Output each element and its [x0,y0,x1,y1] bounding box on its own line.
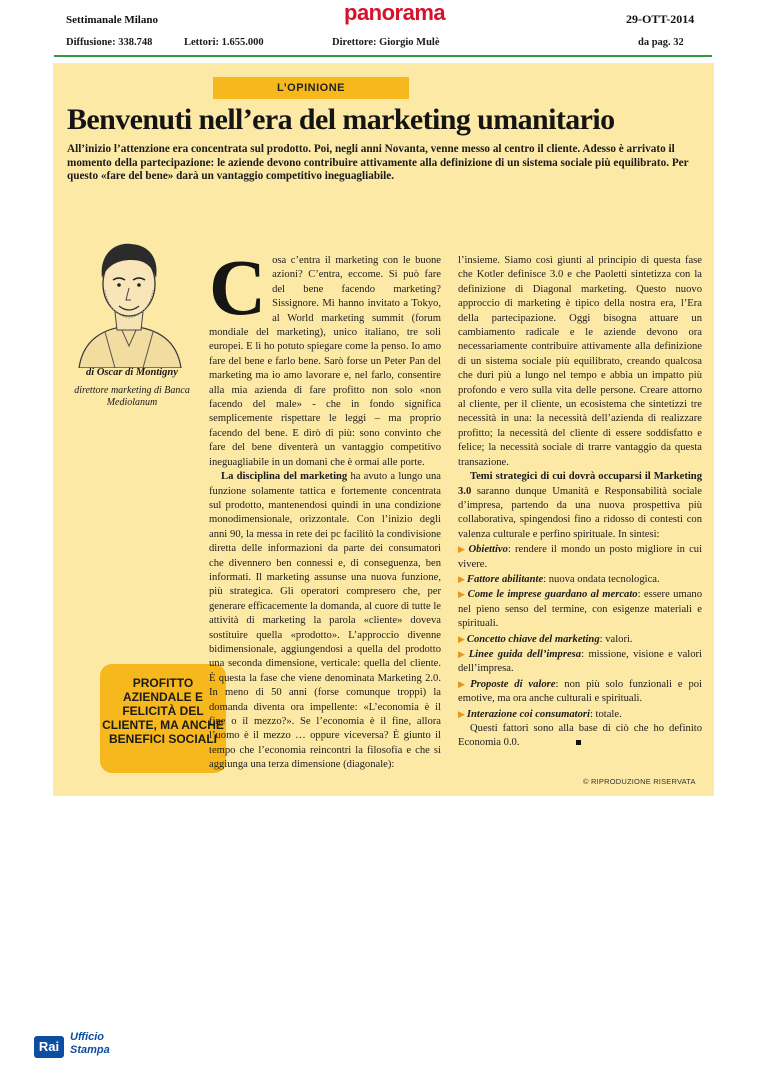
bullet-item [458,632,702,647]
copyright-notice: © RIPRODUZIONE RISERVATA [583,777,696,786]
bullet-label: Obiettivo [468,544,508,556]
triangle-bullet-icon: ▶ [458,648,467,659]
bullet-list [458,542,702,722]
page-ref: da pag. 32 [638,37,684,48]
bullet-text: : valori. [599,633,633,645]
closing-paragraph: Questi fattori sono alla base di ciò che ho definito Economia 0.0. [458,723,702,749]
bullet-label: Proposte di valore [470,678,556,690]
paragraph: La disciplina del marketing ha avuto a lungo una funzione solamente tattica e fortemente concentrata sul prodotto, mantenendosi quindi in una condizione monodimensionale, orizzontale. Con l’inizio degli anni 90, la messa in rete dei pc facilitò la condivisione diretta delle informazioni da parte dei consumatori che divennero ben connessi e, di conseguenza, ben informati. Il marketing assunse una nuova funzione, più strategica. Gli operatori compresero che, per generare efficacemente la domanda, al cuore di tutte le attività di marketing la parola «cliente» doveva sostituire quella «prodotto». L’approccio divenne bidimensionale, aggiungendosi a quella del prodotto una seconda dimensione, verticale: quella del cliente. È questa la fase che viene denominata Marketing 2.0. In meno di 50 anni (forse comunque troppi) la domanda diventa ora impellente: «L’economia è il fine o il mezzo?». Se l’economia è il fine, allora l’uomo è il mezzo … oppure viceversa? È giunto il tempo che l’economia reincontri la filosofia e che si aggiunga una terza dimensione (diagonale): [209,471,441,771]
bullet-label: Concetto chiave del marketing [466,633,600,645]
byline-role: direttore marketing di Banca Mediolanum [74,385,190,408]
triangle-bullet-icon: ▶ [458,589,466,600]
rai-logo: Rai [34,1036,64,1058]
paragraph: l’insieme. Siamo così giunti al principio di questa fase che Kotler definisce 3.0 e che Paoletti sintetizza con la definizione di Diagonal marketing. Questo nuovo approccio di marketing è tipico della nostra era, l’Era della partecipazione. Oggi bisogna attuare un cambiamento radicale e le aziende devono ora necessariamente contribuire attivamente alla definizione di un sistema sociale più equilibrato, creando qualcosa che duri più a lungo nel tempo e abbia un impatto più profondo e vero sulla vita delle persone. Creare attorno al cliente, per il cliente, un ecosistema che sintetizzi tre necessità in una: la necessità dell’azienda di realizzare profitto; la necessità del cliente di essere soddisfatto e felice; la necessità sociale di trarre vantaggio da questa transazione. [458,255,702,468]
bullet-item [458,647,702,677]
paragraph-lead: La disciplina del marketing [221,471,348,483]
section-tag: L’OPINIONE [213,77,409,99]
bullet-text: : rendere il mondo un posto migliore in cui vivere. [458,544,703,570]
bullet-item [458,707,702,722]
diffusione: Diffusione: 338.748 [66,37,153,48]
author-portrait-illustration [75,228,183,368]
lettori: Lettori: 1.655.000 [184,37,264,48]
article-clipping [53,63,714,796]
article-column-1 [209,245,441,773]
paragraph: Cosa c’entra il marketing con le buone azioni? C’entra, eccome. Si può fare del bene facendo marketing? Sissignore. Mi hanno invitato a Tokyo, al World marketing summit (forum mondiale del marketing), unico italiano, tre soli europei. E lì ho potuto spiegare come la penso. Io amo fare del bene e farlo bene. Sarò forse un Peter Pan del marketing ma io amo lavorare e, nel farlo, consentire alla mia azienda di fare profitto non solo «non facendo del male» - che in fondo significa semplicemente rispettare le leggi – ma proprio facendo del bene. E dirò di più: sono convinto che fare del bene diventerà un vantaggio competitivo ineguagliabile in un domani che è ormai alle porte. [209,245,441,468]
publication-date: 29-OTT-2014 [626,12,695,26]
bullet-text: : nuova ondata tecnologica. [543,573,660,585]
header-rule [54,55,712,57]
bullet-item [458,587,702,631]
panorama-logo: panorama [344,0,446,25]
bullet-label: Fattore abilitante [466,573,544,585]
bullet-text: : essere umano nel pieno senso del termine, con esigenze materiali e spirituali. [458,589,702,630]
subhead: All’inizio l’attenzione era concentrata sul prodotto. Poi, negli anni Novanta, venne messo al centro il cliente. Adesso è arrivato il momento della partecipazione: le aziende devono contribuire attivamente alla definizione di un sistema sociale più equilibrato. Per questo «fare del bene» darà un vantaggio competitivo ineguagliabile. [67,143,689,183]
bullet-item [458,572,702,587]
publication-name: Settimanale Milano [66,14,158,26]
byline: di Oscar di Montigny [86,367,178,378]
masthead-details [66,37,706,53]
ufficio-stampa-label: Ufficio Stampa [70,1031,110,1056]
direttore: Direttore: Giorgio Mulè [332,37,440,48]
bullet-text: : non più solo funzionali e poi emotive, ma ora anche culturali e spirituali. [458,678,702,705]
paragraph: Temi strategici di cui dovrà occuparsi il Marketing 3.0 saranno dunque Umanità e Responsabilità sociale d’impresa, partendo da una nuova prospettiva più collaborativa, spingendosi fino a ridosso di contesti con valenza culturale e perfino spirituale. In sintesi: [458,471,702,540]
bullet-label: Come le imprese guardano al mercato [467,589,638,601]
triangle-bullet-icon: ▶ [458,573,465,584]
end-mark-icon [576,740,581,745]
bullet-item [458,677,702,707]
headline: Benvenuti nell’era del marketing umanitario [67,103,615,136]
bullet-text: : missione, visione e valori dell’impresa. [458,648,703,675]
pull-quote: PROFITTO AZIENDALE E FELICITÀ DEL CLIENTE, MA ANCHE BENEFICI SOCIALI [100,664,226,773]
triangle-bullet-icon: ▶ [458,633,465,644]
bullet-label: Linee guida dell’impresa [468,648,582,660]
bullet-text: : totale. [589,708,622,720]
triangle-bullet-icon: ▶ [458,678,469,689]
article-column-2 [458,254,702,751]
bullet-item [458,542,702,572]
triangle-bullet-icon: ▶ [458,544,467,555]
bullet-label: Interazione coi consumatori [466,708,590,720]
paragraph-lead: Temi strategici di cui dovrà occuparsi il Marketing 3.0 [458,471,702,497]
drop-cap: C [209,245,267,332]
triangle-bullet-icon: ▶ [458,708,465,719]
